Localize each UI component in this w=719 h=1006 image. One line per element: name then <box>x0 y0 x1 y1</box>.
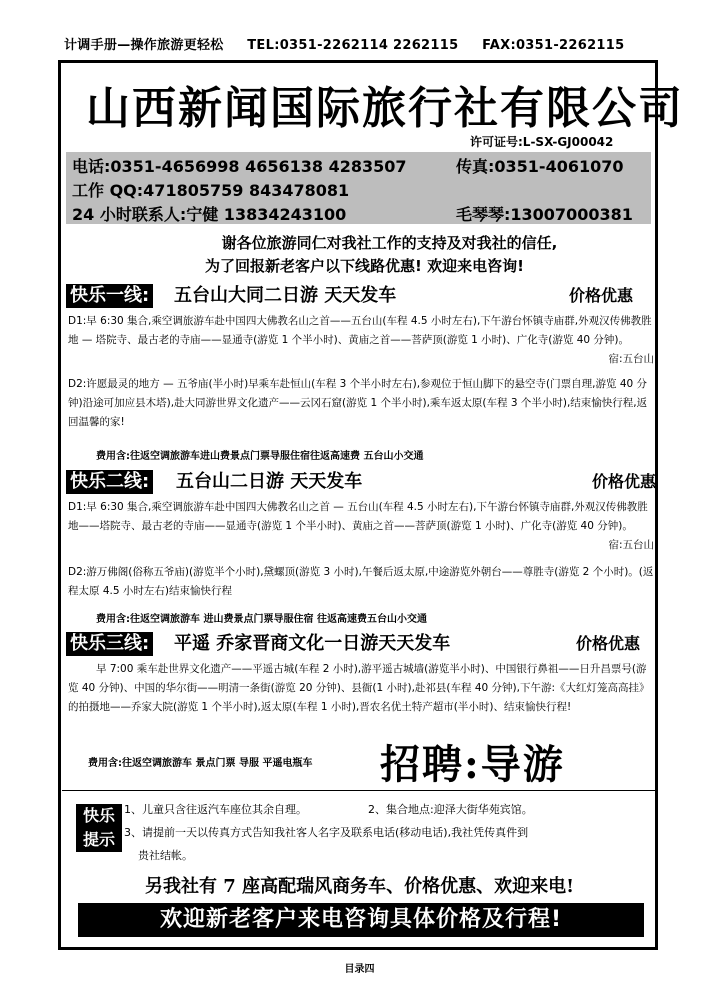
contact-person-2: 毛琴琴:13007000381 <box>456 205 633 224</box>
route-2-day2: D2:游万佛阁(俗称五爷庙)(游览半个小时),黛螺顶(游览 3 小时),午餐后返太原,中途游览外朝台——尊胜寺(游览 2 个小时)。(返程太原 4.5 小时左右)结束愉快行程 <box>68 566 654 597</box>
license-number: 许可证号:L-SX-GJ00042 <box>470 135 614 149</box>
tips-label-2: 提示 <box>76 828 122 852</box>
contact-panel <box>66 152 651 224</box>
contact-qq: 工作 QQ:471805759 843478081 <box>72 181 350 200</box>
page-footer: 目录四 <box>344 964 375 975</box>
thanks-message <box>0 232 719 278</box>
route-3-title: 平遥 乔家晋商文化一日游天天发车 <box>174 633 451 654</box>
route-2-tag: 快乐二线: <box>66 470 153 494</box>
route-3-fee: 费用含:往返空调旅游车 景点门票 导服 平遥电瓶车 <box>88 758 313 769</box>
tip-1: 1、儿童只含往返汽车座位其余自理。 <box>124 803 307 816</box>
route-1-title: 五台山大同二日游 天天发车 <box>174 285 397 306</box>
route-3-header <box>66 632 656 656</box>
route-2-price: 价格优惠 <box>592 472 657 491</box>
route-2-day1-text: D1:早 6:30 集合,乘空调旅游车赴中国四大佛教名山之首 — 五台山(车程 4.5 小时左右),下午游台怀镇寺庙群,外观汉传佛教胜地——塔院寺、最古老的寺庙——显通寺(游览 1 个半小时)、黄庙之首——菩萨顶(游览 1 小时)、广化寺(游览 40 分钟)。 <box>68 501 648 532</box>
divider <box>62 790 655 791</box>
route-1-day1-stay: 宿:五台山 <box>608 353 654 365</box>
header-tel: TEL:0351-2262114 2262115 <box>247 38 459 53</box>
route-2-day1-stay: 宿:五台山 <box>608 539 654 551</box>
contact-phone: 电话:0351-4656998 4656138 4283507 <box>72 157 407 176</box>
route-1-price: 价格优惠 <box>569 286 634 305</box>
route-3-tag: 快乐三线: <box>66 632 153 656</box>
tip-3-continued: 贵社结帐。 <box>138 849 193 862</box>
route-2-header <box>66 470 656 494</box>
contact-fax: 传真:0351-4061070 <box>456 157 624 176</box>
recruit-banner: 招聘:导游 <box>380 741 565 788</box>
welcome-banner: 欢迎新老客户来电咨询具体价格及行程! <box>78 903 644 937</box>
route-2-fee: 费用含:往返空调旅游车 进山费景点门票导服住宿 往返高速费五台山小交通 <box>96 614 427 625</box>
route-1-day2: D2:许愿最灵的地方 — 五爷庙(半小时)早乘车赴恒山(车程 3 个半小时左右),参观位于恒山脚下的悬空寺(门票自理,游览 40 分钟)沿途可加应县木塔),赴大同游世界文化遗产——云冈石窟(游览 1 个半小时),乘车返太原(车程 3 个半小时),结束愉快行程,返回温馨的家! <box>68 378 648 428</box>
route-1-day1-text: D1:早 6:30 集合,乘空调旅游车赴中国四大佛教名山之首——五台山(车程 4.5 小时左右),下午游台怀镇寺庙群,外观汉传佛教胜地 — 塔院寺、最古老的寺庙——显通寺(游览 1 个半小时)、黄庙之首——菩萨顶(游览 1 小时)、广化寺(游览 40 分钟)。 <box>68 315 652 346</box>
contact-person-1: 24 小时联系人:宁健 13834243100 <box>72 205 347 224</box>
tip-3: 3、请提前一天以传真方式告知我社客人名字及联系电话(移动电话),我社凭传真件到 <box>124 826 529 839</box>
route-1-header <box>66 284 656 308</box>
route-3-itinerary: 早 7:00 乘车赴世界文化遗产——平遥古城(车程 2 小时),游平遥古城墙(游览半小时)、中国银行鼻祖——日升昌票号(游览 40 分钟)、中国的华尔街——明清一条街(游览 20 分钟)、县衙(1 小时),赴祁县(车程 40 分钟),下午游:《大红灯笼高高挂》的拍摄地——乔家大院(游览 1 个半小时),返太原(车程 1 小时),晋农名优土特产超市(半小时)、结束愉快行程! <box>68 663 650 713</box>
tip-2: 2、集合地点:迎泽大街华苑宾馆。 <box>368 803 533 816</box>
route-2-title: 五台山二日游 天天发车 <box>176 471 363 492</box>
tips-label-1: 快乐 <box>76 804 122 828</box>
thanks-line-2: 为了回报新老客户以下线路优惠! 欢迎来电咨询! <box>205 257 524 275</box>
route-2-day1 <box>68 498 654 555</box>
company-name: 山西新闻国际旅行社有限公司 <box>86 83 684 134</box>
route-1-day1 <box>68 312 654 369</box>
header-slogan: 计调手册—操作旅游更轻松 <box>64 38 224 53</box>
route-1-tag: 快乐一线: <box>66 284 153 308</box>
header-line <box>64 34 656 53</box>
route-1-fee: 费用含:往返空调旅游车进山费景点门票导服住宿往返高速费 五台山小交通 <box>96 451 424 462</box>
car-notice: 另我社有 7 座高配瑞风商务车、价格优惠、欢迎来电! <box>145 876 574 897</box>
header-fax: FAX:0351-2262115 <box>482 38 625 53</box>
thanks-line-1: 谢各位旅游同仁对我社工作的支持及对我社的信任, <box>221 234 558 252</box>
route-3-price: 价格优惠 <box>576 634 641 653</box>
